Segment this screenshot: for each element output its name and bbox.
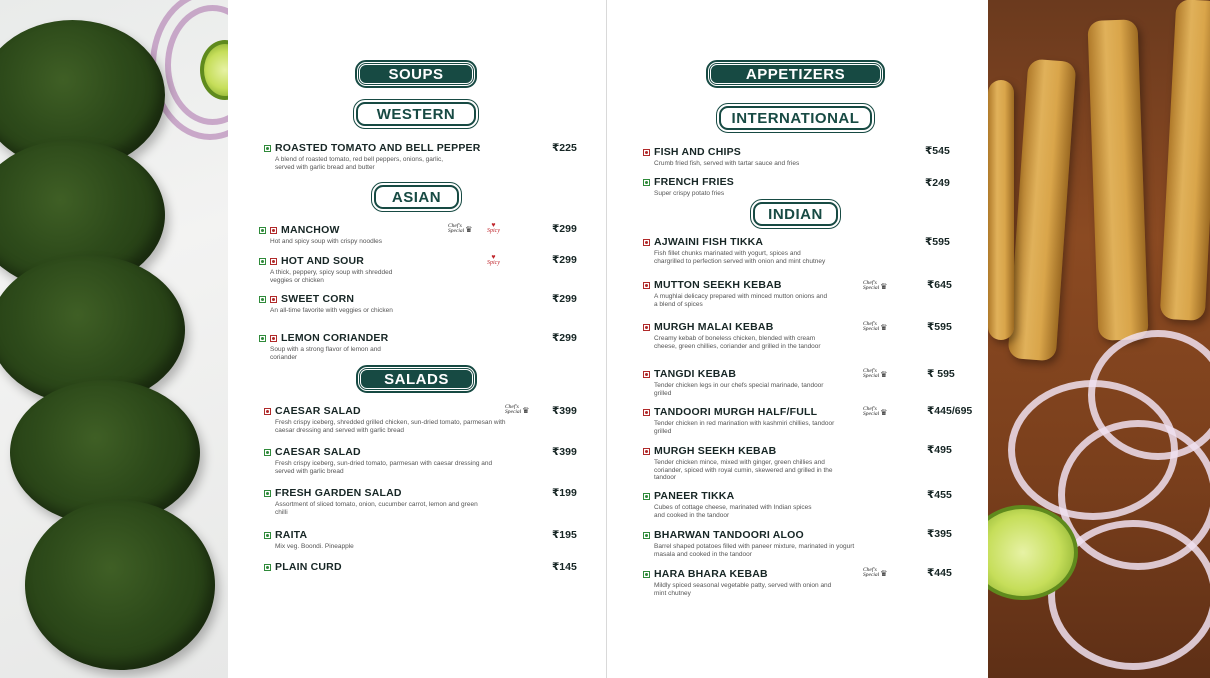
item-name: TANGDI KEBAB (654, 368, 737, 380)
item-name: SWEET CORN (281, 293, 355, 305)
item-price: ₹299 (552, 293, 577, 305)
seekh-kebab-decor (1087, 19, 1148, 341)
item-price: ₹445 (927, 567, 952, 579)
chef-hat-icon: ♛ (880, 407, 888, 417)
chefs-special-badge: Chef's Special ♛ (863, 280, 888, 291)
item-description: Mildly spiced seasonal vegetable patty, served with onion and mint chutney (654, 582, 832, 597)
subheading-western: WESTERN (356, 102, 476, 126)
section-heading-soups: SOUPS (357, 62, 475, 86)
veg-mark-icon (643, 493, 650, 500)
item-description: Barrel shaped potatoes filled with paneer mixture, marinated in yogurt masala and cooked in the tandoor (654, 543, 855, 558)
nonveg-mark-icon (270, 227, 277, 234)
nonveg-mark-icon (270, 258, 277, 265)
item-name: TANDOORI MURGH HALF/FULL (654, 406, 818, 418)
nonveg-mark-icon (264, 408, 271, 415)
right-food-photo (988, 0, 1210, 678)
item-name: CAESAR SALAD (275, 446, 361, 458)
item-price: ₹645 (927, 279, 952, 291)
item-description: An all-time favorite with veggies or chicken (270, 307, 393, 314)
nonveg-mark-icon (643, 409, 650, 416)
veg-mark-icon (264, 564, 271, 571)
menu-item (643, 146, 893, 168)
nonveg-mark-icon (643, 282, 650, 289)
chefs-special-badge: Chef's Special ♛ (863, 321, 888, 332)
item-description: Hot and spicy soup with crispy noodles (270, 238, 383, 245)
item-price: ₹399 (552, 405, 577, 417)
item-name: FISH AND CHIPS (654, 146, 741, 158)
item-description: Cubes of cottage cheese, marinated with Indian spices and cooked in the tandoor (654, 504, 812, 519)
nonveg-mark-icon (643, 371, 650, 378)
chef-hat-icon: ♛ (880, 322, 888, 332)
item-price: ₹545 (925, 145, 950, 157)
item-description: Crumb fried fish, served with tartar sauce and fries (654, 160, 800, 167)
item-name: PANEER TIKKA (654, 490, 735, 502)
seekh-kebab-decor (988, 80, 1014, 340)
section-heading-appetizers: APPETIZERS (708, 62, 883, 86)
item-description: Creamy kebab of boneless chicken, blended with cream cheese, green chillies, coriander and grilled in the tandoor (654, 335, 821, 350)
subheading-indian: INDIAN (753, 202, 838, 226)
veg-mark-icon (264, 449, 271, 456)
spicy-badge: ♥ Spicy (487, 253, 500, 266)
item-description: Tender chicken mince, mixed with ginger, green chillies and coriander, spiced with royal cumin, skewered and grilled in the tandoor (654, 459, 833, 482)
item-description: Fresh crispy iceberg, sun-dried tomato, parmesan with caesar dressing and served with garlic bread (275, 460, 493, 475)
item-name: MURGH MALAI KEBAB (654, 321, 774, 333)
veg-mark-icon (264, 145, 271, 152)
menu-item (264, 561, 514, 573)
veg-mark-icon (259, 335, 266, 342)
chili-icon: ♥ (491, 253, 496, 261)
item-description: A thick, peppery, spicy soup with shredded veggies or chicken (270, 269, 393, 284)
nonveg-mark-icon (643, 149, 650, 156)
menu-item (264, 487, 514, 516)
item-description: Fish fillet chunks marinated with yogurt, spices and chargrilled to perfection served with onion and mint chutney (654, 250, 826, 265)
chef-hat-icon: ♛ (880, 568, 888, 578)
item-price: ₹195 (552, 529, 577, 541)
chef-hat-icon: ♛ (465, 224, 473, 234)
item-description: A mughlai delicacy prepared with minced mutton onions and a blend of spices (654, 293, 828, 308)
menu-item (264, 529, 514, 551)
item-name: PLAIN CURD (275, 561, 342, 573)
chefs-special-badge: Chef's Special ♛ (863, 406, 888, 417)
nonveg-mark-icon (270, 335, 277, 342)
item-price: ₹299 (552, 223, 577, 235)
menu-page-left (228, 0, 606, 678)
chefs-special-badge: Chef's Special ♛ (505, 404, 530, 415)
section-heading-salads: SALADS (358, 367, 475, 391)
item-price: ₹299 (552, 254, 577, 266)
item-name: LEMON CORIANDER (281, 332, 389, 344)
item-name: HOT AND SOUR (281, 255, 365, 267)
menu-item (643, 321, 893, 350)
veg-mark-icon (259, 258, 266, 265)
item-price: ₹145 (552, 561, 577, 573)
menu-item (259, 224, 459, 246)
chefs-special-badge: Chef's Special ♛ (863, 567, 888, 578)
menu-item (643, 490, 893, 519)
item-name: CAESAR SALAD (275, 405, 361, 417)
item-description: Super crispy potato fries (654, 190, 725, 197)
item-price: ₹395 (927, 528, 952, 540)
veg-mark-icon (643, 571, 650, 578)
menu-item (643, 445, 893, 482)
item-description: Assortment of sliced tomato, onion, cucumber carrot, lemon and green chilli (275, 501, 478, 516)
nonveg-mark-icon (643, 448, 650, 455)
menu-item (643, 176, 893, 198)
chef-hat-icon: ♛ (880, 281, 888, 291)
veg-mark-icon (259, 296, 266, 303)
item-price: ₹445/695 (927, 405, 973, 417)
item-description: Fresh crispy iceberg, shredded grilled chicken, sun-dried tomato, parmesan with caesar dressing and served with garlic bread (275, 419, 506, 434)
item-name: RAITA (275, 529, 308, 541)
left-food-photo (0, 0, 228, 678)
item-name: AJWAINI FISH TIKKA (654, 236, 764, 248)
subheading-asian: ASIAN (374, 185, 459, 209)
veg-mark-icon (259, 227, 266, 234)
seekh-kebab-decor (1008, 59, 1077, 362)
item-name: HARA BHARA KEBAB (654, 568, 768, 580)
item-price: ₹455 (927, 489, 952, 501)
item-price: ₹595 (927, 321, 952, 333)
chili-icon: ♥ (491, 221, 496, 229)
nonveg-mark-icon (643, 324, 650, 331)
menu-item (643, 529, 893, 558)
subheading-international: INTERNATIONAL (719, 106, 872, 130)
veg-mark-icon (643, 532, 650, 539)
veg-mark-icon (264, 532, 271, 539)
item-price: ₹225 (552, 142, 577, 154)
item-price: ₹399 (552, 446, 577, 458)
menu-item (259, 255, 459, 284)
menu-item (264, 142, 524, 171)
menu-item (643, 368, 893, 397)
item-description: Soup with a strong flavor of lemon and coriander (270, 346, 381, 361)
menu-item (643, 568, 893, 597)
nonveg-mark-icon (270, 296, 277, 303)
chefs-special-badge: Chef's Special ♛ (448, 223, 473, 234)
menu-item (264, 446, 514, 475)
menu-item (643, 279, 893, 308)
menu-page-right (607, 0, 988, 678)
item-description: A blend of roasted tomato, red bell peppers, onions, garlic, served with garlic bread and butter (275, 156, 444, 171)
chef-hat-icon: ♛ (522, 405, 530, 415)
item-price: ₹495 (927, 444, 952, 456)
veg-mark-icon (264, 490, 271, 497)
nonveg-mark-icon (643, 239, 650, 246)
menu-item (643, 236, 893, 265)
item-price: ₹ 595 (927, 368, 955, 380)
item-name: ROASTED TOMATO AND BELL PEPPER (275, 142, 481, 154)
item-description: Tender chicken in red marination with kashmiri chillies, tandoor grilled (654, 420, 835, 435)
menu-item (643, 406, 893, 435)
menu-item (264, 405, 514, 434)
item-name: MURGH SEEKH KEBAB (654, 445, 777, 457)
item-price: ₹595 (925, 236, 950, 248)
item-price: ₹299 (552, 332, 577, 344)
item-price: ₹199 (552, 487, 577, 499)
veg-mark-icon (643, 179, 650, 186)
seekh-kebab-decor (1160, 0, 1210, 321)
item-name: BHARWAN TANDOORI ALOO (654, 529, 804, 541)
spicy-badge: ♥ Spicy (487, 221, 500, 234)
item-description: Mix veg. Boondi. Pineapple (275, 543, 354, 550)
item-name: FRENCH FRIES (654, 176, 734, 188)
item-price: ₹249 (925, 177, 950, 189)
menu-item (259, 293, 459, 315)
menu-item (259, 332, 459, 361)
item-name: MUTTON SEEKH KEBAB (654, 279, 782, 291)
kebab-disc-decor (25, 500, 215, 670)
item-name: FRESH GARDEN SALAD (275, 487, 402, 499)
item-description: Tender chicken legs in our chefs special marinade, tandoor grilled (654, 382, 824, 397)
chefs-special-badge: Chef's Special ♛ (863, 368, 888, 379)
chef-hat-icon: ♛ (880, 369, 888, 379)
item-name: MANCHOW (281, 224, 340, 236)
